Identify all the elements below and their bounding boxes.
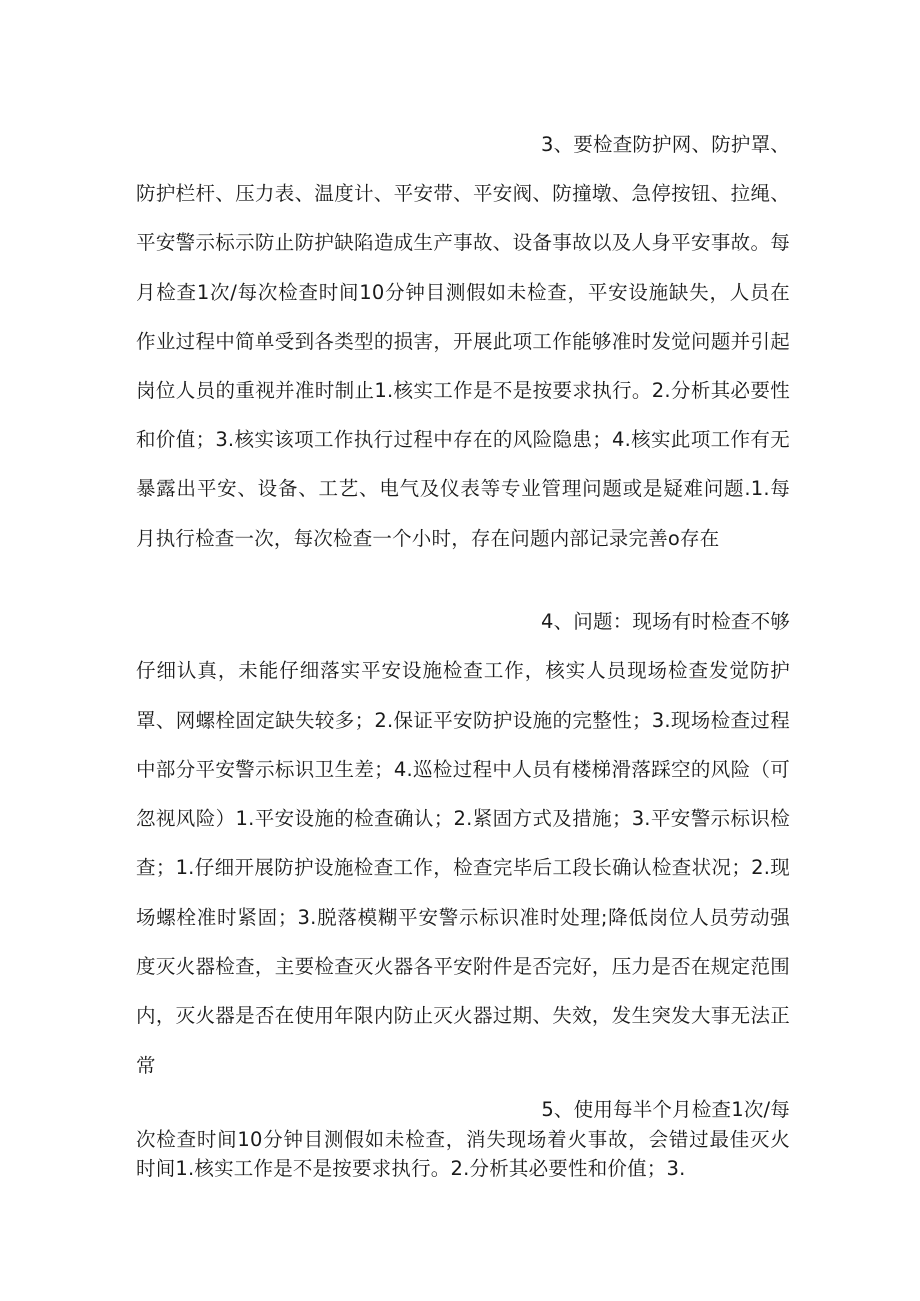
paragraph-item-4 bbox=[136, 597, 790, 1090]
paragraph-lead: 5、使用每半个月检查1次/每 bbox=[541, 1098, 790, 1121]
paragraph-body: 次检查时间10分钟目测假如未检查，消失现场着火事故，会错过最佳灭火时间1.核实工作是不是按要求执行。2.分析其必要性和价值；3. bbox=[136, 1127, 790, 1180]
paragraph-lead: 3、要检查防护网、防护罩、 bbox=[540, 133, 790, 156]
paragraph-body: 仔细认真，未能仔细落实平安设施检查工作，核实人员现场检查发觉防护罩、网螺栓固定缺失较多；2.保证平安防护设施的完整性；3.现场检查过程中部分平安警示标识卫生差；4.巡检过程中人员有楼梯滑落踩空的风险（可忽视风险）1.平安设施的检查确认；2.紧固方式及措施；3.平安警示标识检查；1.仔细开展防护设施检查工作，检查完毕后工段长确认检查状况；2.现场螺栓准时紧固；3.脱落模糊平安警示标识准时处理;降低岗位人员劳动强度灭火器检查，主要检查灭火器各平安附件是否完好，压力是否在规定范围内，灭火器是否在使用年限内防止灭火器过期、失效，发生突发大事无法正常 bbox=[136, 659, 790, 1077]
paragraph-lead: 4、问题：现场有时检查不够 bbox=[540, 610, 790, 633]
paragraph-body: 防护栏杆、压力表、温度计、平安带、平安阀、防撞墩、急停按钮、拉绳、平安警示标示防止防护缺陷造成生产事故、设备事故以及人身平安事故。每月检查1次/每次检查时间10分钟目测假如未检查，平安设施缺失，人员在作业过程中简单受到各类型的损害，开展此项工作能够准时发觉问题并引起岗位人员的重视并准时制止1.核实工作是不是按要求执行。2.分析其必要性和价值；3.核实该项工作执行过程中存在的风险隐患；4.核实此项工作有无暴露出平安、设备、工艺、电气及仪表等专业管理问题或是疑难问题.1.每月执行检查一次，每次检查一个小时，存在问题内部记录完善o存在 bbox=[136, 182, 790, 550]
paragraph-item-3 bbox=[136, 120, 790, 563]
paragraph-item-5 bbox=[136, 1095, 790, 1184]
